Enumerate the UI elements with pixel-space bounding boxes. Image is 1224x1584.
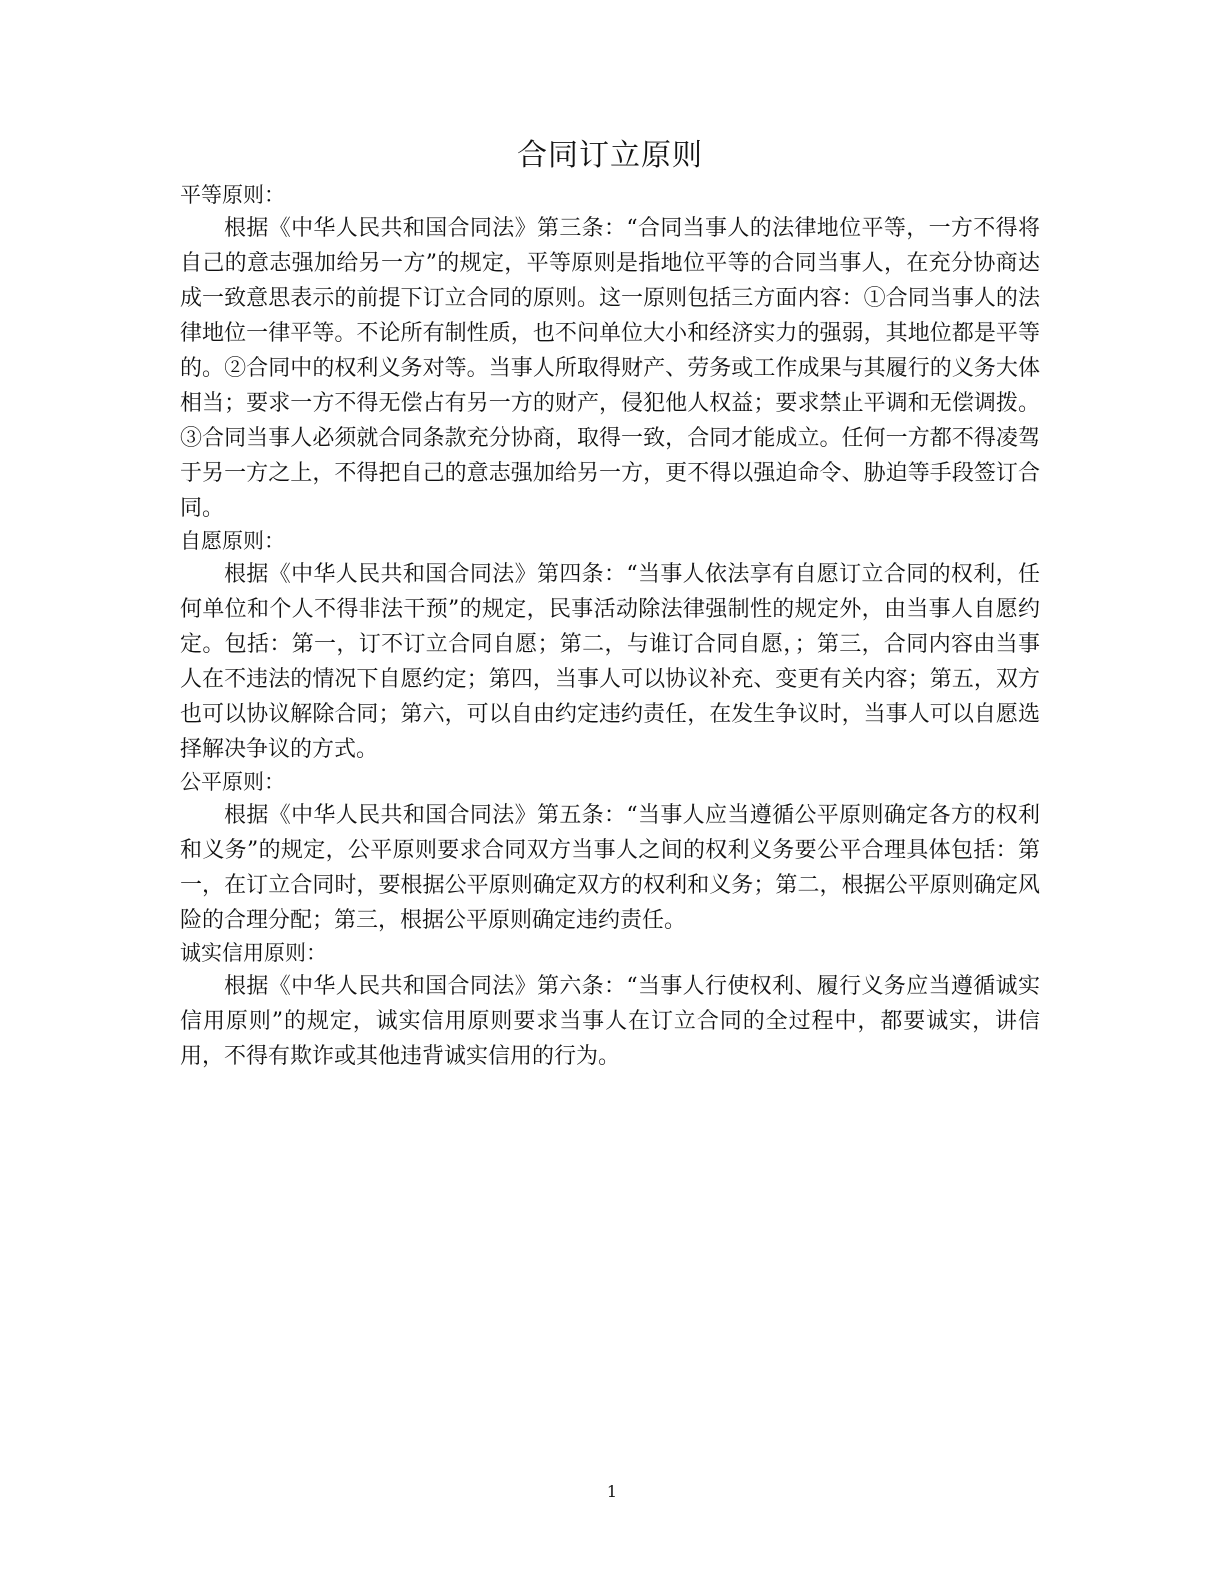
section-good-faith bbox=[180, 938, 1040, 1074]
section-heading: 诚实信用原则： bbox=[180, 941, 327, 965]
section-paragraph: 根据《中华人民共和国合同法》第四条：“当事人依法享有自愿订立合同的权利，任何单位和个人不得非法干预”的规定，民事活动除法律强制性的规定外，由当事人自愿约定。包括：第一，订不订立合同自愿；第二，与谁订合同自愿，；第三，合同内容由当事人在不违法的情况下自愿约定；第四，当事人可以协议补充、变更有关内容；第五，双方也可以协议解除合同；第六，可以自由约定违约责任，在发生争议时，当事人可以自愿选择解决争议的方式。 bbox=[180, 562, 1040, 762]
section-heading: 自愿原则： bbox=[180, 529, 285, 553]
document-title: 合同订立原则 bbox=[517, 138, 703, 173]
document-content bbox=[180, 136, 1040, 1074]
page-number: 1 bbox=[606, 1482, 618, 1501]
section-heading: 公平原则： bbox=[180, 770, 285, 794]
section-paragraph: 根据《中华人民共和国合同法》第三条：“合同当事人的法律地位平等，一方不得将自己的意志强加给另一方”的规定，平等原则是指地位平等的合同当事人，在充分协商达成一致意思表示的前提下订立合同的原则。这一原则包括三方面内容：①合同当事人的法律地位一律平等。不论所有制性质，也不问单位大小和经济实力的强弱，其地位都是平等的。②合同中的权利义务对等。当事人所取得财产、劳务或工作成果与其履行的义务大体相当；要求一方不得无偿占有另一方的财产，侵犯他人权益；要求禁止平调和无偿调拨。③合同当事人必须就合同条款充分协商，取得一致，合同才能成立。任何一方都不得凌驾于另一方之上，不得把自己的意志强加给另一方，更不得以强迫命令、胁迫等手段签订合同。 bbox=[180, 216, 1040, 521]
section-fairness bbox=[180, 767, 1040, 938]
section-paragraph: 根据《中华人民共和国合同法》第五条：“当事人应当遵循公平原则确定各方的权利和义务”的规定，公平原则要求合同双方当事人之间的权利义务要公平合理具体包括：第一，在订立合同时，要根据公平原则确定双方的权利和义务；第二，根据公平原则确定风险的合理分配；第三，根据公平原则确定违约责任。 bbox=[180, 803, 1040, 933]
section-heading: 平等原则： bbox=[180, 183, 285, 207]
section-voluntariness bbox=[180, 526, 1040, 767]
section-equality bbox=[180, 180, 1040, 526]
section-paragraph: 根据《中华人民共和国合同法》第六条：“当事人行使权利、履行义务应当遵循诚实信用原则”的规定，诚实信用原则要求当事人在订立合同的全过程中，都要诚实，讲信用，不得有欺诈或其他违背诚实信用的行为。 bbox=[180, 974, 1040, 1069]
